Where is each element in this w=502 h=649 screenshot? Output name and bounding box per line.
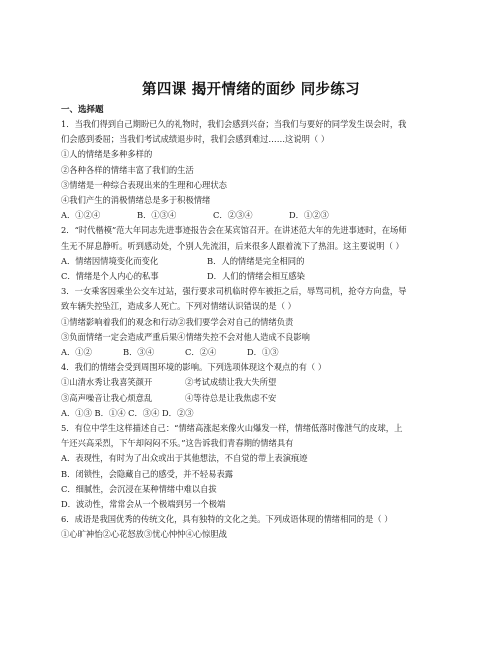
q1-option-d: D．①②③: [289, 210, 329, 221]
q6-items: ①心旷神怡②心花怒放③忧心忡忡④心惊胆战: [61, 529, 227, 540]
q3-option-b: B．③④: [123, 347, 154, 358]
q1-item-4: ④我们产生的消极情绪总是多于积极情绪: [61, 195, 211, 206]
q1-item-2: ②各种各样的情绪丰富了我们的生活: [61, 164, 194, 175]
page-title: 第四课 揭开情绪的面纱 同步练习: [142, 82, 360, 98]
q4-item-2: ②考试成绩让我大失所望: [185, 377, 277, 388]
q4-item-1: ①山清水秀让我喜笑颜开: [61, 377, 153, 388]
q3-line-2: 致车辆失控坠江，造成多人死亡。下列对情绪认识错误的是（ ）: [61, 301, 296, 312]
q5-line-1: 5．有位中学生这样描述自己：“情绪高涨起来像火山爆发一样，情绪低落时像泄气的皮球，上: [61, 423, 403, 434]
q5-option-a: A．表现性，有时为了出众或出于其他想法，不自觉的带上表演痕迹: [61, 453, 308, 464]
q1-option-b: B．①③④: [137, 210, 177, 221]
q1-options: [61, 208, 451, 223]
q2-option-c: C．情绪是个人内心的私事: [61, 271, 159, 282]
q5-option-c: C．细腻性，会沉浸在某种情绪中难以自拔: [61, 483, 217, 494]
q1-line-1: 1．当我们得到自己期盼已久的礼物时，我们会感到兴奋；当我们与要好的同学发生误会时，我: [61, 119, 407, 129]
q4-items-row-1: [61, 375, 451, 390]
q2-option-b: B．人的情绪是完全相同的: [207, 255, 305, 266]
q6-line-1: 6．成语是我国优秀的传统文化，具有独特的文化之美。下列成语体现的情绪相同的是（ ）: [61, 514, 393, 525]
q1-item-3: ③情绪是一种综合表现出来的生理和心理状态: [61, 179, 227, 190]
q1-option-a: A．①②④: [61, 210, 101, 221]
q4-items-row-2: [61, 391, 451, 406]
q2-line-2: 生无不屏息静听。听到感动处，个别人先流泪，后来很多人跟着流下了热泪。这主要说明（ ）: [61, 240, 404, 251]
question-body: [61, 117, 451, 543]
q4-item-4: ④等待总是让我焦虑不安: [185, 392, 277, 403]
q2-options-row-2: [61, 269, 451, 284]
q5-option-b: B．闭锁性，会隐藏自己的感受，并不轻易表露: [61, 468, 234, 479]
q3-option-c: C．②④: [185, 347, 217, 358]
q3-item-1: ①情绪影响着我们的观念和行动②我们要学会对自己的情绪负责: [61, 316, 294, 327]
q2-options-row-1: [61, 254, 451, 269]
q5-line-2: 午还兴高采烈，下午却闷闷不乐。”这告诉我们青春期的情绪具有: [61, 438, 294, 449]
q4-item-3: ③高声噪音让我心烦意乱: [61, 392, 153, 403]
q4-options: A．①③ B．①④ C．③④ D．②③: [61, 407, 194, 418]
q2-line-1: 2．“时代楷模”范大年同志先进事迹报告会在某宾馆召开。在讲述范大年的先进事迹时，在场师: [61, 225, 407, 236]
q3-option-d: D．①③: [247, 347, 279, 358]
q2-option-a: A．情绪因情境变化而变化: [61, 255, 159, 266]
q3-options: [61, 345, 451, 360]
section-heading: 一、选择题: [61, 105, 104, 115]
q3-item-2: ③负面情绪一定会造成严重后果④情绪失控不会对他人造成不良影响: [61, 331, 310, 342]
q3-option-a: A．①②: [61, 347, 92, 358]
q1-item-1: ①人的情绪是多种多样的: [61, 149, 153, 160]
q1-option-c: C．②③④: [213, 210, 253, 221]
q1-line-2: 们会感到委屈；当我们考试成绩退步时，我们会感到难过……这说明（ ）: [61, 134, 330, 145]
q3-line-1: 3．一女乘客因乘坐公交车过站，强行要求司机临时停车被拒之后，辱骂司机，抢夺方向盘，导: [61, 286, 407, 297]
q5-option-d: D．波动性，常常会从一个极端到另一个极端: [61, 499, 226, 510]
q4-line-1: 4．我们的情绪会受到周围环境的影响。下列选项体现这个观点的有（ ）: [61, 362, 327, 373]
q2-option-d: D．人们的情绪会相互感染: [207, 271, 305, 282]
